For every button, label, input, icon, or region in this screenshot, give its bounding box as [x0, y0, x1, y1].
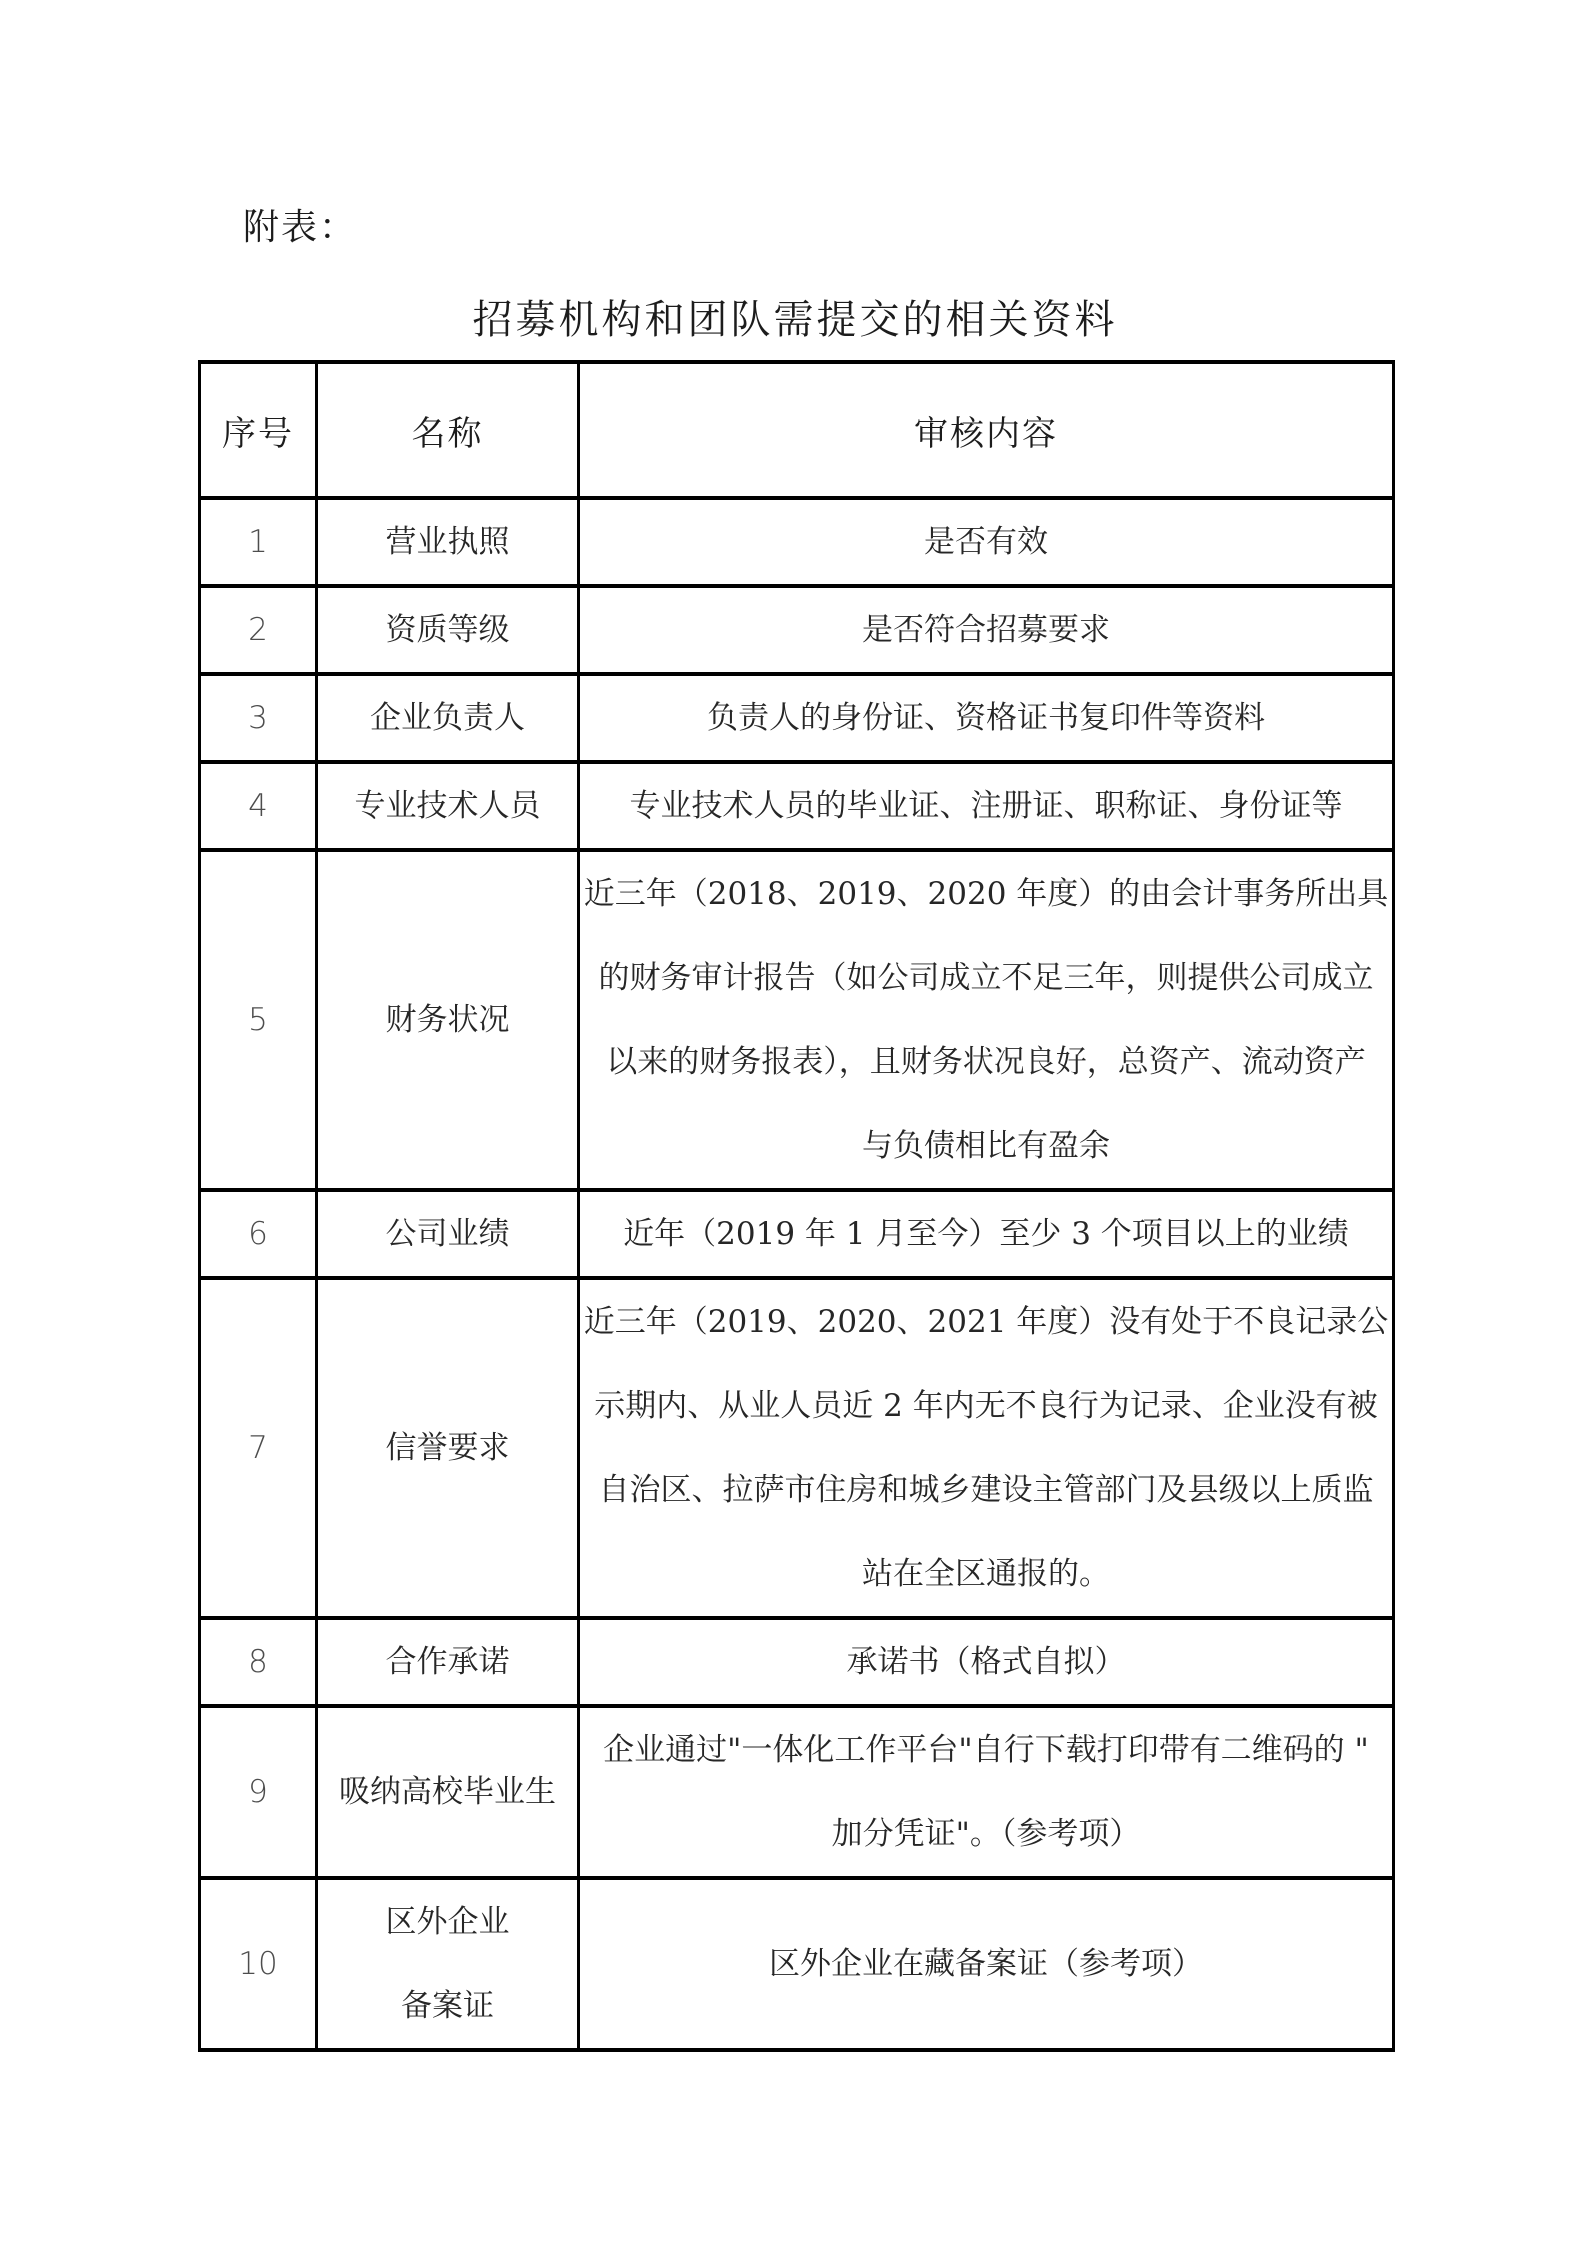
- row-content-cell: [579, 850, 1394, 1190]
- row-number-cell: [200, 674, 317, 762]
- cell-text-line: 9: [248, 1774, 268, 1810]
- row-name-cell: [317, 850, 579, 1190]
- table-row: [200, 1190, 1394, 1278]
- row-content-cell: [579, 762, 1394, 850]
- row-content-cell: [579, 674, 1394, 762]
- cell-text-line: 专业技术人员的毕业证、注册证、职称证、身份证等: [629, 788, 1343, 824]
- cell-text-line: 4: [248, 788, 268, 824]
- cell-text-line: 承诺书（格式自拟）: [846, 1644, 1126, 1680]
- cell-text-line: 是否符合招募要求: [862, 612, 1110, 648]
- cell-text-line: 资质等级: [385, 612, 510, 648]
- row-name-cell: [317, 1878, 579, 2050]
- cell-text-line: 备案证: [401, 1988, 494, 2024]
- row-content-cell: [579, 586, 1394, 674]
- table-row: [200, 762, 1394, 850]
- cell-text-line: 公司业绩: [385, 1216, 510, 1252]
- row-number-cell: [200, 1190, 317, 1278]
- table-row: [200, 1278, 1394, 1618]
- cell-text-line: 8: [248, 1644, 268, 1680]
- cell-text-line: 2: [248, 612, 268, 648]
- table-body: [200, 498, 1394, 2050]
- table-row: [200, 674, 1394, 762]
- cell-text-line: 加分凭证"。（参考项）: [831, 1816, 1141, 1852]
- cell-text-line: 7: [248, 1430, 268, 1466]
- cell-text-line: 近三年（2019、2020、2021 年度）没有处于不良记录公: [583, 1304, 1389, 1340]
- header-no: 序号: [200, 362, 317, 498]
- cell-text-line: 以来的财务报表），且财务状况良好，总资产、流动资产: [606, 1044, 1366, 1080]
- cell-text-line: 的财务审计报告（如公司成立不足三年，则提供公司成立: [598, 960, 1374, 996]
- cell-text-line: 是否有效: [924, 524, 1048, 560]
- cell-text-line: 财务状况: [385, 1002, 510, 1038]
- cell-text-line: 5: [248, 1002, 268, 1038]
- row-number-cell: [200, 1706, 317, 1878]
- cell-text-line: 1: [248, 524, 268, 560]
- cell-text-line: 3: [248, 700, 268, 736]
- cell-text-line: 专业技术人员: [354, 788, 541, 824]
- cell-text-line: 近三年（2018、2019、2020 年度）的由会计事务所出具: [583, 876, 1389, 912]
- table-row: [200, 850, 1394, 1190]
- cell-text-line: 自治区、拉萨市住房和城乡建设主管部门及县级以上质监: [598, 1472, 1374, 1508]
- cell-text-line: 企业通过"一体化工作平台"自行下载打印带有二维码的 ": [603, 1732, 1369, 1768]
- row-content-cell: [579, 1618, 1394, 1706]
- table-row: [200, 1706, 1394, 1878]
- row-content-cell: [579, 1190, 1394, 1278]
- cell-text-line: 企业负责人: [370, 700, 525, 736]
- materials-table: [198, 360, 1395, 2052]
- row-content-cell: [579, 1706, 1394, 1878]
- row-number-cell: [200, 1618, 317, 1706]
- row-number-cell: [200, 498, 317, 586]
- row-number-cell: [200, 586, 317, 674]
- row-number-cell: [200, 850, 317, 1190]
- cell-text-line: 区外企业在藏备案证（参考项）: [769, 1946, 1203, 1982]
- table-row: [200, 498, 1394, 586]
- cell-text-line: 近年（2019 年 1 月至今）至少 3 个项目以上的业绩: [623, 1216, 1349, 1252]
- row-number-cell: [200, 1278, 317, 1618]
- table-header-row: [200, 362, 1394, 498]
- header-content: 审核内容: [579, 362, 1394, 498]
- cell-text-line: 6: [248, 1216, 268, 1252]
- row-name-cell: [317, 1278, 579, 1618]
- table-row: [200, 1878, 1394, 2050]
- page-title: 招募机构和团队需提交的相关资料: [472, 297, 1118, 343]
- cell-text-line: 信誉要求: [385, 1430, 510, 1466]
- row-name-cell: [317, 1618, 579, 1706]
- table-row: [200, 586, 1394, 674]
- row-name-cell: [317, 586, 579, 674]
- cell-text-line: 示期内、从业人员近 2 年内无不良行为记录、企业没有被: [594, 1388, 1378, 1424]
- cell-text-line: 合作承诺: [385, 1644, 510, 1680]
- row-name-cell: [317, 762, 579, 850]
- cell-text-line: 站在全区通报的。: [862, 1556, 1110, 1592]
- row-number-cell: [200, 1878, 317, 2050]
- row-content-cell: [579, 1278, 1394, 1618]
- table-row: [200, 1618, 1394, 1706]
- cell-text-line: 负责人的身份证、资格证书复印件等资料: [707, 700, 1265, 736]
- row-name-cell: [317, 1190, 579, 1278]
- cell-text-line: 10: [238, 1946, 278, 1982]
- cell-text-line: 营业执照: [385, 524, 510, 560]
- cell-text-line: 区外企业: [385, 1904, 510, 1940]
- appendix-label: 附表：: [243, 207, 358, 248]
- row-name-cell: [317, 1706, 579, 1878]
- cell-text-line: 与负债相比有盈余: [862, 1128, 1110, 1164]
- row-content-cell: [579, 1878, 1394, 2050]
- header-name: 名称: [317, 362, 579, 498]
- cell-text-line: 吸纳高校毕业生: [339, 1774, 556, 1810]
- row-name-cell: [317, 498, 579, 586]
- row-name-cell: [317, 674, 579, 762]
- row-number-cell: [200, 762, 317, 850]
- row-content-cell: [579, 498, 1394, 586]
